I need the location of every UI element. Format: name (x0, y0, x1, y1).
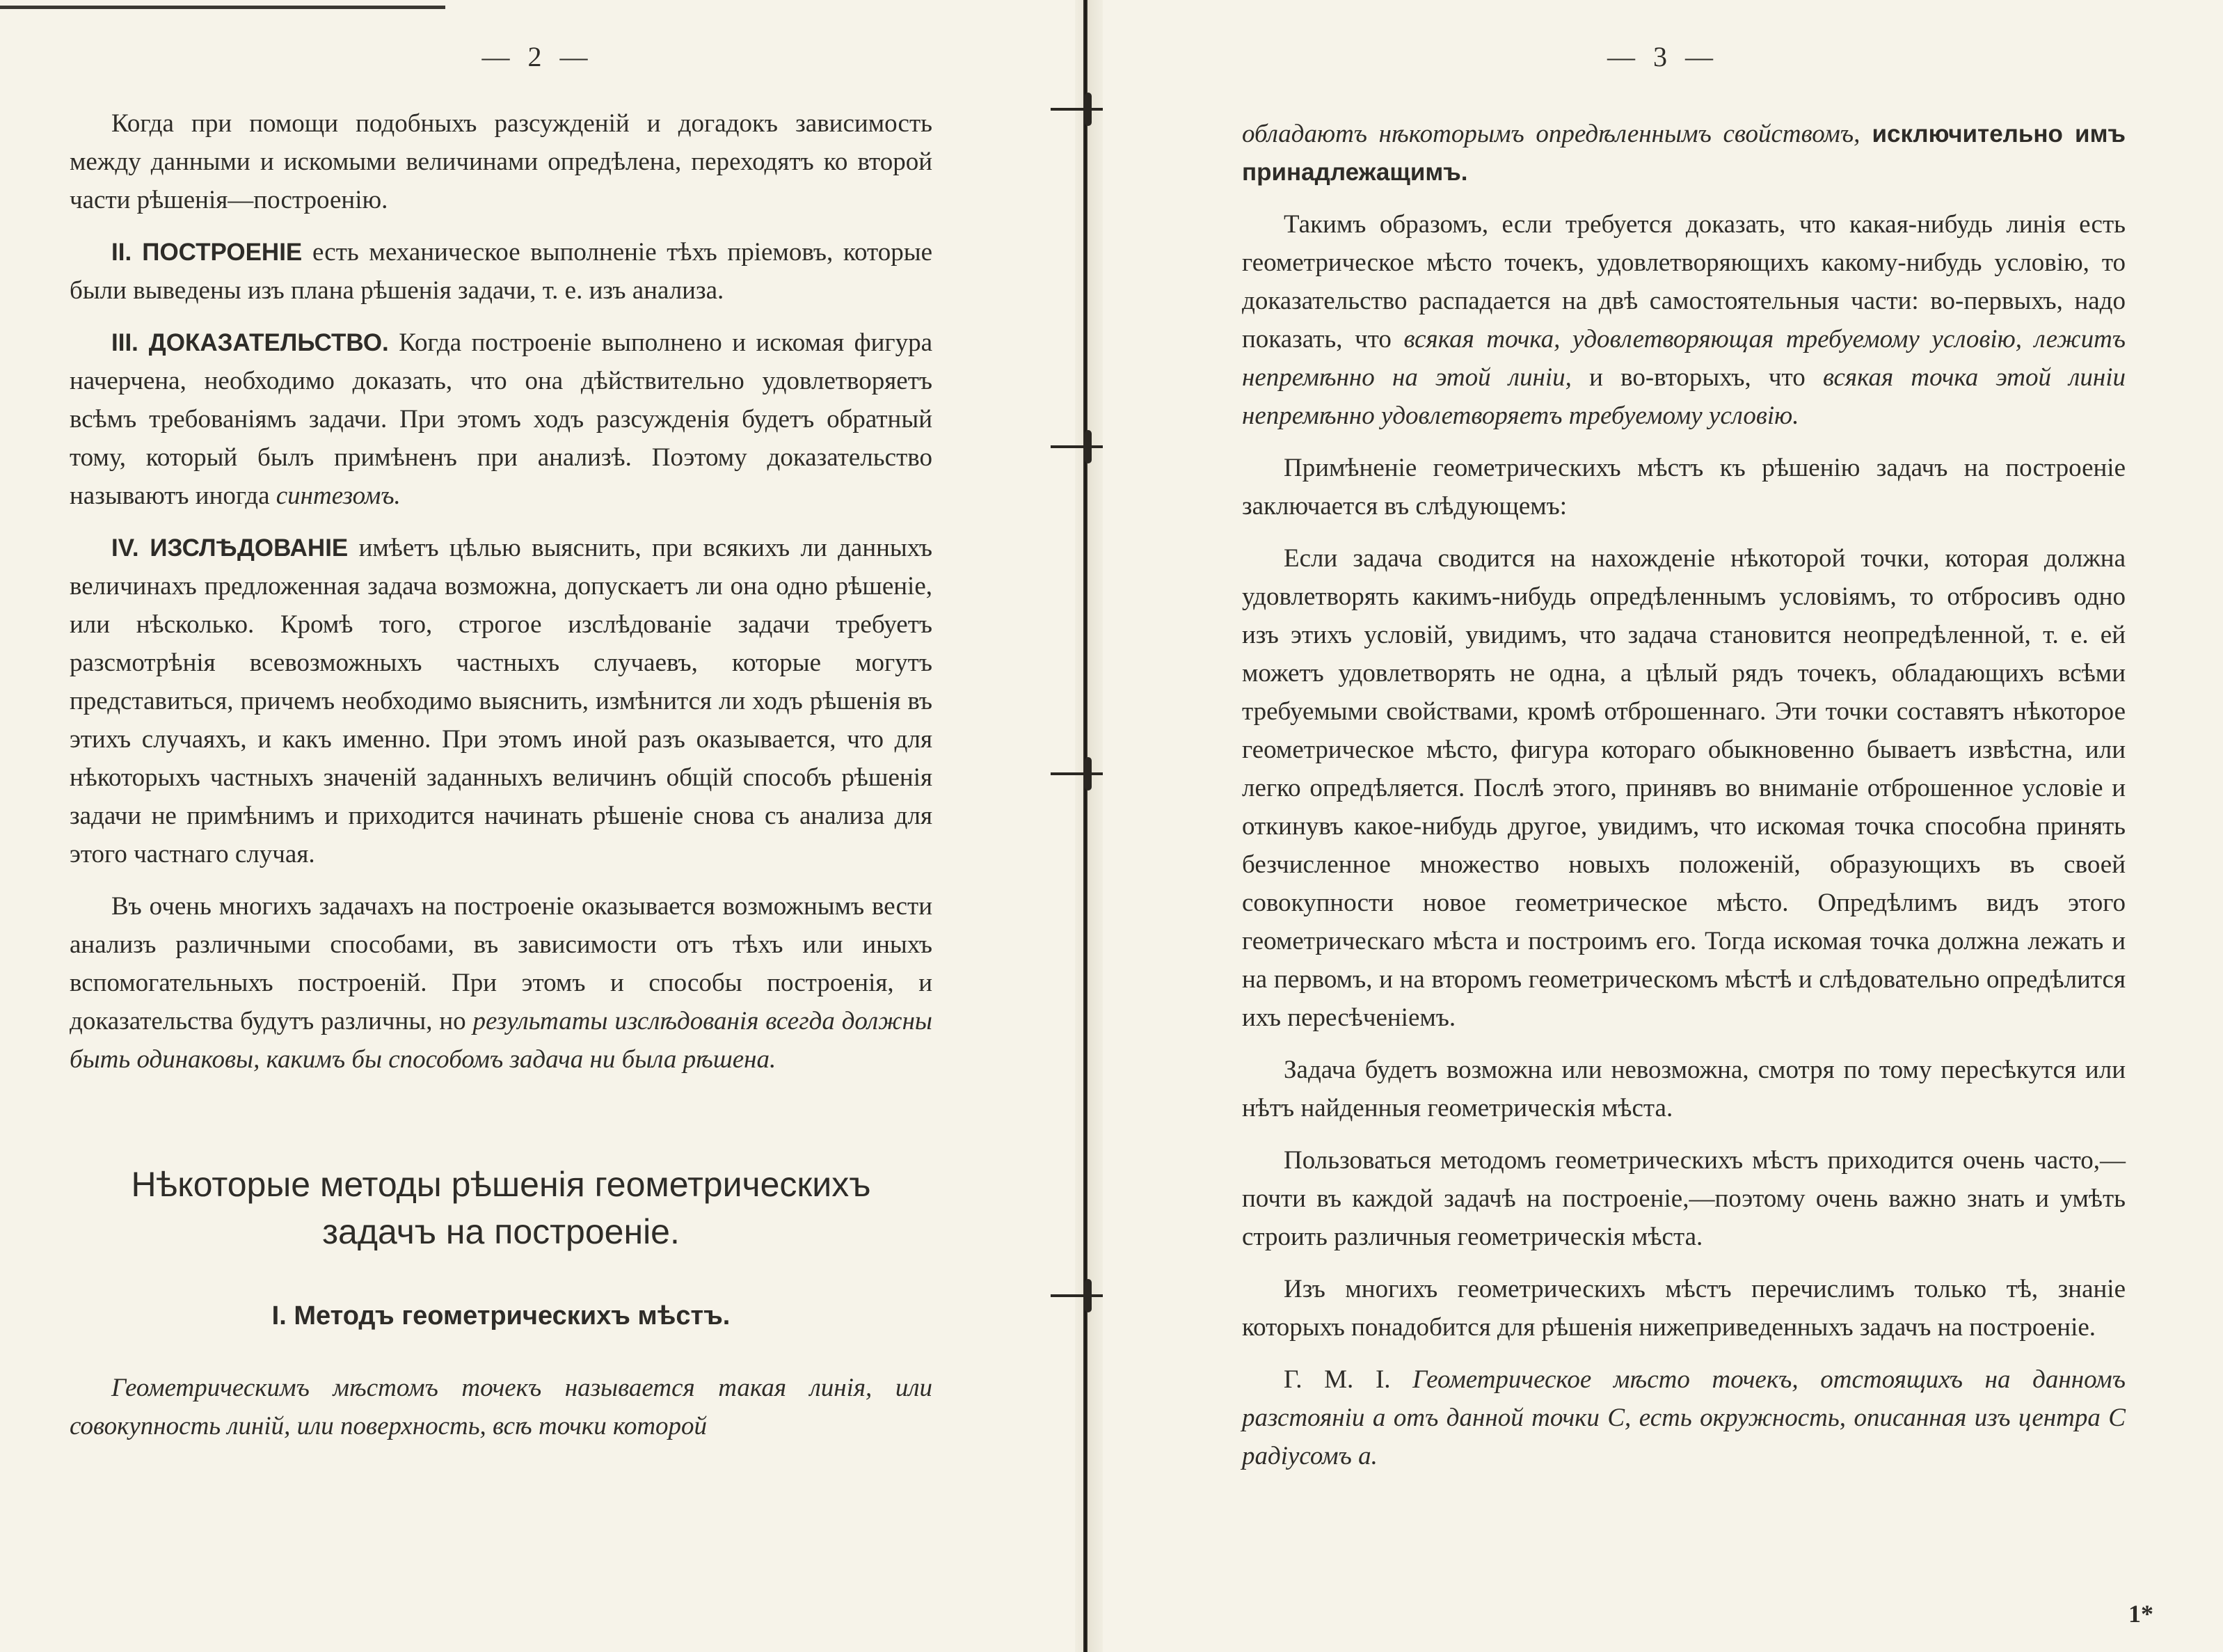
section-label: IV. ИЗСЛѢДОВАНІЕ (111, 534, 349, 562)
section-heading: I. Методъ геометрическихъ мѣстъ. (271, 1301, 731, 1331)
italic-text: синтезомъ. (276, 482, 401, 510)
bold-text: исключительно имъ принадлежащимъ. (1242, 120, 2126, 186)
paragraph: Если задача сводится на нахожденіе нѣкоторой точки, которая должна удовлетворять какимъ-нибудь опредѣленнымъ условіямъ, то отбросивъ одно изъ этихъ условій, увидимъ, что задача становится неопредѣленной, т. е. ей можетъ удовлетворять не одна, а цѣлый рядъ точекъ, обладающихъ всѣми требуемыми свойствами, кромѣ отброшеннаго. Эти точки составятъ нѣкоторое геометрическое мѣсто, фигура котораго обыкновенно бываетъ извѣстна, или легко опредѣляется. Послѣ этого, принявъ во вниманіе отброшенное условіе и откинувъ какое-нибудь другое, увидимъ, что искомая точка способна принять безчисленное множество новыхъ положеній, образующихъ въ своей совокупности новое геометрическое мѣсто. Опредѣлимъ видъ этого геометрическаго мѣста и построимъ его. Тогда искомая точка должна лежать и на первомъ, и на второмъ геометрическомъ мѣстѣ и слѣдовательно опредѣлится ихъ пересѣченіемъ. (1242, 544, 2126, 1032)
italic-text: обладаютъ нѣкоторымъ опредѣленнымъ свойствомъ, (1242, 120, 1861, 148)
paragraph: Задача будетъ возможна или невозможна, смотря по тому пересѣкутся или нѣтъ найденныя геометрическія мѣста. (1242, 1056, 2126, 1122)
page-number: — 2 — (481, 41, 593, 72)
right-text-block (1242, 115, 2126, 1489)
section-label: II. ПОСТРОЕНІЕ (111, 239, 303, 266)
paragraph-text: Въ очень многихъ задачахъ на построеніе оказывается возможнымъ вести анализъ различными способами, въ зависимости отъ тѣхъ или иныхъ вспомогательныхъ построеній. При этомъ и способы построенія, и доказательства будутъ различны, но (70, 892, 932, 1035)
paragraph: Изъ многихъ геометрическихъ мѣстъ перечислимъ только тѣ, знаніе которыхъ понадобится для рѣшенія нижеприведенныхъ задачъ на построеніе. (1242, 1275, 2126, 1342)
paragraph-text: Такимъ образомъ, если требуется доказать, что какая-нибудь линія есть геометрическое мѣсто точекъ, удовлетворяющихъ какому-нибудь условію, то доказательство распадается на двѣ самостоятельныя части: во-первыхъ, надо показать, что (1242, 210, 2126, 354)
left-text-block (70, 104, 932, 1459)
paragraph: Когда при помощи подобныхъ разсужденій и догадокъ зависимость между данными и искомыми величинами опредѣлена, переходятъ ко второй части рѣшенія—построенію. (70, 109, 932, 214)
paragraph: Примѣненіе геометрическихъ мѣстъ къ рѣшенію задачъ на построеніе заключается въ слѣдующемъ: (1242, 454, 2126, 521)
paragraph (1242, 115, 2126, 191)
paragraph-text: и во-вторыхъ, что (1571, 363, 1823, 392)
locus-label: Г. М. I. (1284, 1365, 1391, 1394)
page-number: — 3 — (1607, 41, 1719, 72)
book-gutter (1075, 0, 1103, 1652)
paragraph (70, 233, 932, 310)
italic-text: результаты изслѣдованія всегда должны быть одинаковы, какимъ бы способомъ задача ни была рѣшена. (70, 1007, 932, 1074)
paragraph-text: имѣетъ цѣлью выяснить, при всякихъ ли данныхъ величинахъ предложенная задача возможна, допускаетъ ли она одно рѣшеніе, или нѣсколько. Кромѣ того, строгое изслѣдованіе задачи требуетъ разсмотрѣнія всевозможныхъ частныхъ случаевъ, которые могутъ представиться, причемъ необходимо выяснить, измѣнится ли ходъ рѣшенія въ этихъ случаяхъ, и какъ именно. При этомъ иной разъ оказывается, что для нѣкоторыхъ частныхъ значеній заданныхъ величинъ общій способъ рѣшенія задачи не примѣнимъ и приходится начинать рѣшеніе снова съ анализа для этого частнаго случая. (70, 534, 932, 868)
paragraph (70, 887, 932, 1079)
italic-text: всякая точка этой линіи непремѣнно удовлетворяетъ требуемому условію. (1242, 363, 2126, 430)
definition-paragraph: Геометрическимъ мѣстомъ точекъ называется такая линія, или совокупность линій, или поверхность, всѣ точки которой (70, 1374, 932, 1440)
paragraph-text: Когда построеніе выполнено и искомая фигура начерчена, необходимо доказать, что она дѣйствительно удовлетворяетъ всѣмъ требованіямъ задачи. При этомъ ходъ разсужденія будетъ обратный тому, который былъ примѣненъ при анализѣ. Поэтому доказательство называютъ иногда (70, 328, 932, 510)
book-spine (1083, 0, 1087, 1652)
left-page (0, 0, 1075, 1652)
chapter-heading: Нѣкоторые методы рѣшенія геометрическихъ задачъ на построеніе. (131, 1165, 871, 1251)
italic-text: Геометрическое мѣсто точекъ, отстоящихъ на данномъ разстояніи a отъ данной точки C, есть окружность, описанная изъ центра C радіусомъ a. (1242, 1365, 2126, 1470)
paragraph (1242, 205, 2126, 435)
paragraph (70, 529, 932, 873)
paragraph: Пользоваться методомъ геометрическихъ мѣстъ приходится очень часто,—почти въ каждой задачѣ на построеніе,—поэтому очень важно знать и умѣть строить различныя геометрическія мѣста. (1242, 1146, 2126, 1251)
paragraph (1242, 1360, 2126, 1475)
signature-mark: 1* (2128, 1600, 2153, 1628)
italic-text: всякая точка, удовлетворяющая требуемому условію, лежитъ непремѣнно на этой линіи, (1242, 325, 2126, 392)
section-label: III. ДОКАЗАТЕЛЬСТВО. (111, 329, 389, 356)
page-edge-rule (0, 6, 445, 9)
paragraph (70, 324, 932, 515)
paragraph-text: есть механическое выполненіе тѣхъ пріемовъ, которые были выведены изъ плана рѣшенія задачи, т. е. изъ анализа. (70, 238, 933, 305)
right-page (1103, 0, 2223, 1652)
